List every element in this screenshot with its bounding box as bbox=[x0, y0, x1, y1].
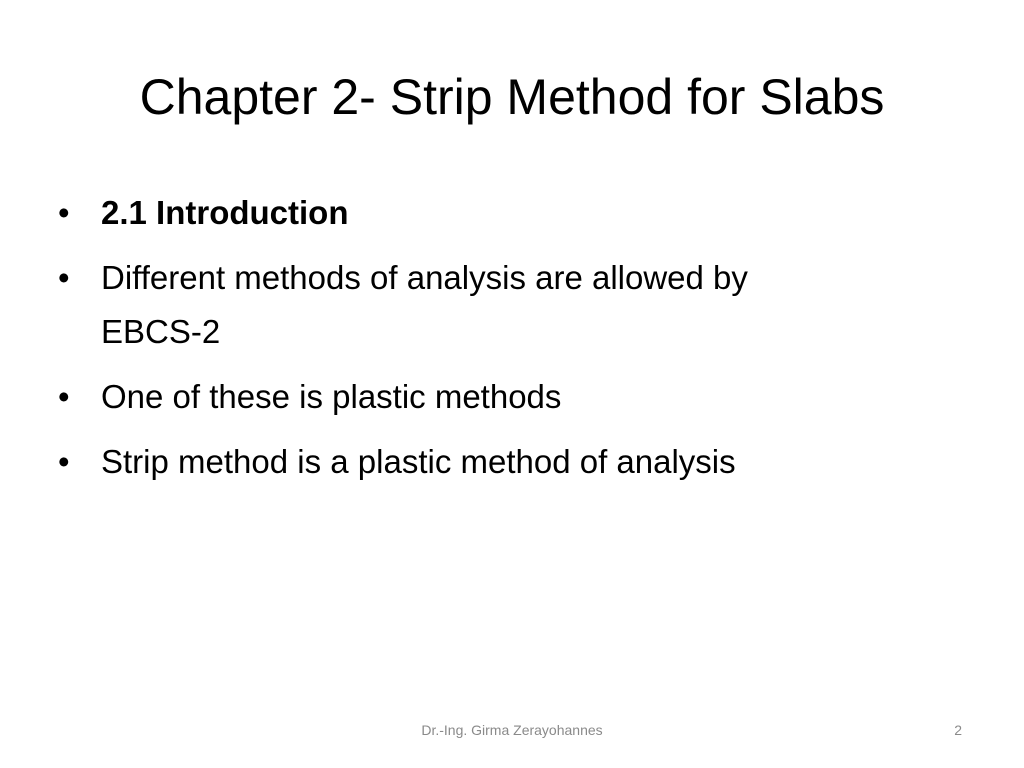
bullet-item-methods-allowed bbox=[58, 251, 958, 359]
bullet-text-methods-allowed-line2: EBCS-2 bbox=[101, 313, 221, 350]
bullet-text-methods-allowed-line1: Different methods of analysis are allowed by bbox=[101, 259, 748, 296]
footer-author: Dr.-Ing. Girma Zerayohannes bbox=[421, 722, 603, 738]
bullet-dot-icon: • bbox=[58, 259, 70, 296]
bullet-text-strip-method: Strip method is a plastic method of analysis bbox=[101, 443, 736, 480]
bullet-item-plastic-methods bbox=[58, 370, 958, 424]
bullet-dot-icon: • bbox=[58, 378, 70, 415]
bullet-dot-icon: • bbox=[58, 194, 70, 231]
slide-content bbox=[58, 186, 958, 500]
slide-footer bbox=[0, 722, 1024, 744]
bullet-item-strip-method bbox=[58, 435, 958, 489]
bullet-text-plastic-methods: One of these is plastic methods bbox=[101, 378, 562, 415]
page-number: 2 bbox=[954, 722, 962, 738]
bullet-list bbox=[58, 186, 958, 489]
bullet-text-introduction: 2.1 Introduction bbox=[101, 194, 349, 231]
slide-title: Chapter 2- Strip Method for Slabs bbox=[139, 69, 885, 125]
bullet-item-introduction bbox=[58, 186, 958, 240]
bullet-dot-icon: • bbox=[58, 443, 70, 480]
